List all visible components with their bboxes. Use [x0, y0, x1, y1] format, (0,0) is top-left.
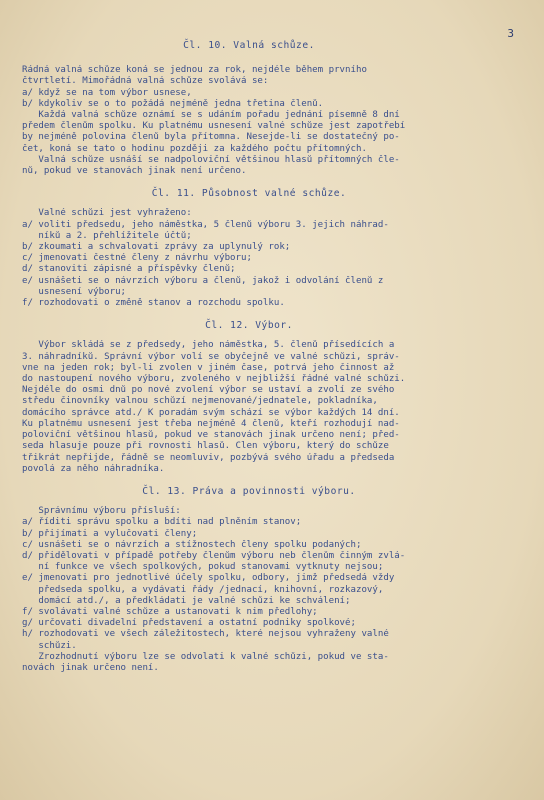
page-number: 3 [507, 27, 514, 40]
text-line: předseda spolku, a vydávati řády /jednací, knihovní, rozkazový, [22, 584, 384, 595]
text-line: středu činovníky valnou schůzí nejmenované/jednatele, pokladníka, [22, 396, 378, 407]
section-heading: Čl. 11. Působnost valné schůze. [151, 188, 347, 200]
text-line: Správnímu výboru přísluší: [22, 506, 181, 517]
text-line: předem členům spolku. Ku platnému usnesení valné schůze jest zapotřebí [22, 121, 406, 132]
text-line: b/ kdykoliv se o to požádá nejméně jedna třetina členů. [22, 98, 324, 109]
text-line: seda hlasuje pouze při rovnosti hlasů. Člen výboru, který do schůze [22, 441, 389, 452]
text-line: c/ jmenovati čestné členy z návrhu výboru; [22, 253, 252, 264]
text-line: h/ rozhodovati ve všech záležitostech, které nejsou vyhraženy valné [22, 629, 389, 640]
text-line: novách jinak určeno není. [22, 662, 159, 673]
section-10 [22, 40, 516, 177]
section-heading: Čl. 13. Práva a povinnosti výboru. [142, 485, 356, 497]
text-line: níků a 2. přehlížitele účtů; [22, 230, 192, 241]
text-line: třikrát nepřijde, řádně se neomluviv, pozbývá svého úřadu a předseda [22, 452, 395, 463]
text-line: d/ přidělovati v případě potřeby členům výboru neb členům činným zvlá- [22, 550, 406, 561]
text-line: e/ usnášeti se o návrzích výboru a členů, jakož i odvolání členů z [22, 275, 384, 286]
text-line: Řádná valná schůze koná se jednou za rok, nejdéle během prvního [22, 65, 367, 76]
section-13 [22, 486, 516, 674]
text-line: domácí atd./, a předkládati je valné schůzi ke schválení; [22, 595, 351, 606]
text-line: nů, pokud ve stanovách jinak není určeno. [22, 166, 247, 177]
text-line: schůzi. [22, 640, 77, 651]
text-line: povolá za něho náhradníka. [22, 463, 165, 474]
text-line: ní funkce ve všech spolkových, pokud stanovami vytknuty nejsou; [22, 562, 384, 573]
text-line: 3. náhradníků. Správní výbor volí se obyčejně ve valné schůzi, správ- [22, 351, 400, 362]
text-line: Výbor skládá se z předsedy, jeho náměstka, 5. členů přísedících a [22, 340, 395, 351]
document-body [22, 40, 516, 674]
text-line: f/ svolávati valné schůze a ustanovati k nim předlohy; [22, 606, 318, 617]
text-line: b/ přijímati a vylučovati členy; [22, 528, 198, 539]
section-11 [22, 188, 516, 309]
text-line: f/ rozhodovati o změně stanov a rozchodu spolku. [22, 298, 285, 309]
text-line: Každá valná schůze oznámí se s udáním pořadu jednání písemně 8 dní [22, 110, 400, 121]
text-line: poloviční většinou hlasů, pokud ve stanovách jinak určeno není; před- [22, 430, 400, 441]
text-line: domácího správce atd./ K poradám svým schází se výbor každých 14 dní. [22, 407, 400, 418]
section-heading: Čl. 10. Valná schůze. [183, 40, 315, 51]
text-line: usnesení výboru; [22, 286, 127, 297]
text-line: a/ když se na tom výbor usnese, [22, 87, 192, 98]
text-line: do nastoupení nového výboru, zvoleného v nejbližší řádné valné schůzi. [22, 374, 406, 385]
text-line: d/ stanoviti zápisné a příspěvky členů; [22, 264, 236, 275]
text-line: a/ říditi správu spolku a bdíti nad plněním stanov; [22, 517, 302, 528]
text-line: a/ voliti předsedu, jeho náměstka, 5 členů výboru 3. jejich náhrad- [22, 219, 389, 230]
text-line: c/ usnášeti se o návrzích a stížnostech členy spolku podaných; [22, 539, 362, 550]
text-line: b/ zkoumati a schvalovati zprávy za uplynulý rok; [22, 242, 291, 253]
text-line: vne na jeden rok; byl-li zvolen v jiném čase, potrvá jeho činnost až [22, 362, 395, 373]
text-line: Nejdéle do osmi dnů po nové zvolení výbor se ustaví a zvolí ze svého [22, 385, 395, 396]
text-line: Valné schůzi jest vyhraženo: [22, 208, 192, 219]
text-line: čtvrtletí. Mimořádná valná schůze svolává se: [22, 76, 269, 87]
text-line: čet, koná se tato o hodinu později za každého počtu přítomných. [22, 143, 367, 154]
section-heading: Čl. 12. Výbor. [205, 320, 293, 332]
text-line: g/ určovati divadelní představení a ostatní podniky spolkové; [22, 618, 356, 629]
text-line: Zrozhodnutí výboru lze se odvolati k valné schůzi, pokud ve sta- [22, 651, 389, 662]
text-line: Ku platnému usnesení jest třeba nejméně 4 členů, kteří rozhodují nad- [22, 418, 400, 429]
text-line: e/ jmenovati pro jednotlivé účely spolku, odbory, jimž předsedá vždy [22, 573, 395, 584]
section-12 [22, 320, 516, 475]
text-line: Valná schůze usnáší se nadpoloviční většinou hlasů přítomných čle- [22, 154, 400, 165]
text-line: by nejméně polovina členů byla přítomna. Nesejde-li se dostatečný po- [22, 132, 400, 143]
